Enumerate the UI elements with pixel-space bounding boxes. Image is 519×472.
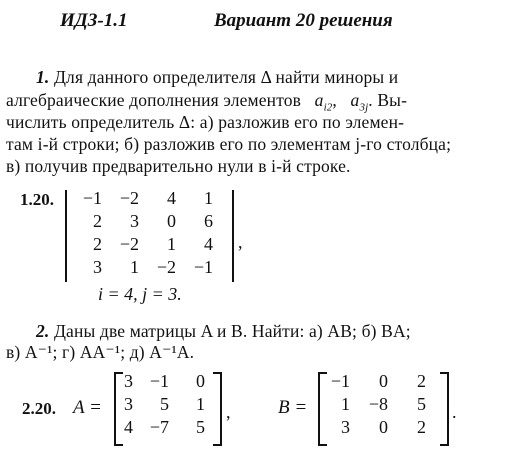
- matrix-a-cell-r1-c3: 0: [196, 371, 205, 391]
- determinant-left-bar: [65, 190, 67, 282]
- determinant-cell-r2-c4: 6: [204, 211, 213, 231]
- matrix-b-cell-r3-c1: 3: [341, 417, 350, 437]
- element-a-i2: $a_{i2}$: [314, 90, 333, 114]
- matrix-a-cell-r2-c3: 1: [196, 394, 205, 414]
- variant-1-20: 1.20.: [20, 190, 54, 209]
- determinant-cell-r4-c3: −2: [156, 257, 176, 277]
- matrix-b-cell-r3-c3: 2: [417, 417, 426, 437]
- matrix-a-cell-r1-c1: 3: [124, 371, 133, 391]
- task1-line3: числить определитель Δ: а) разложив его по элемен-: [6, 112, 405, 132]
- variant-2-20: 2.20.: [22, 399, 56, 418]
- determinant-cell-r3-c2: −2: [119, 234, 139, 254]
- task2-number: 2.: [36, 321, 50, 341]
- matrix-b-cell-r1-c3: 2: [417, 371, 426, 391]
- matrix-b-label: B =: [278, 397, 308, 418]
- matrix-a-cell-r1-c2: −1: [149, 371, 169, 391]
- matrix-b-cell-r2-c3: 5: [417, 394, 426, 414]
- matrix-b-right-bracket: [440, 372, 449, 446]
- matrix-a-cell-r3-c2: −7: [149, 417, 169, 437]
- determinant-cell-r1-c2: −2: [119, 188, 139, 208]
- matrix-a-label: A =: [73, 397, 102, 418]
- task2-text-1: Даны две матрицы A и B. Найти: а) AB; б) BA;: [53, 321, 411, 341]
- header-left: ИДЗ-1.1: [60, 10, 128, 31]
- task1-line1: [6, 67, 398, 88]
- determinant-cell-r1-c1: −1: [82, 188, 102, 208]
- determinant-cell-r4-c2: 1: [130, 257, 139, 277]
- determinant-cell-r2-c3: 0: [167, 211, 176, 231]
- matrix-b-cell-r3-c2: 0: [379, 417, 388, 437]
- task1-line5: в) получив предварительно нули в i-й строке.: [6, 156, 351, 176]
- determinant-cell-r3-c3: 1: [167, 234, 176, 254]
- matrix-a-right-bracket: [213, 372, 222, 446]
- matrix-b-cell-r2-c1: 1: [341, 394, 350, 414]
- determinant-right-bar: [232, 190, 234, 282]
- matrix-b-period: .: [452, 402, 457, 422]
- determinant-cell-r3-c1: 2: [93, 234, 102, 254]
- determinant-cell-r4-c1: 3: [93, 257, 102, 277]
- matrix-b-cell-r1-c1: −1: [330, 371, 350, 391]
- task1-text-1: Для данного определителя Δ найти миноры и: [53, 67, 399, 87]
- determinant-cell-r1-c3: 4: [167, 188, 176, 208]
- task2-line1: [6, 321, 411, 342]
- matrix-a-cell-r3-c3: 5: [196, 417, 205, 437]
- element-a-3j: $a_{3j}$: [350, 90, 369, 114]
- matrix-a-cell-r2-c1: 3: [124, 394, 133, 414]
- task1-line4: там i-й строки; б) разложив его по элементам j-го столбца;: [6, 134, 452, 154]
- matrix-a-cell-r2-c2: 5: [160, 394, 169, 414]
- header-right: Вариант 20 решения: [214, 10, 393, 31]
- determinant-cell-r2-c2: 3: [130, 211, 139, 231]
- task1-text-2: алгебраические дополнения элементов: [6, 90, 302, 110]
- task2-line2: в) A⁻¹; г) AA⁻¹; д) A⁻¹A.: [6, 342, 195, 362]
- determinant-cell-r3-c4: 4: [204, 234, 213, 254]
- determinant-cell-r4-c4: −1: [193, 257, 213, 277]
- matrix-a-cell-r3-c1: 4: [124, 417, 133, 437]
- matrix-a-comma: ,: [226, 402, 231, 422]
- task1-number: 1.: [36, 67, 50, 87]
- indices: i = 4, j = 3.: [98, 284, 182, 304]
- matrix-b-cell-r1-c2: 0: [379, 371, 388, 391]
- task1-line2: алгебраические дополнения элементов $a_{i2}$, $a_{3j}$. Вы-: [6, 90, 408, 114]
- determinant-comma: ,: [238, 232, 243, 252]
- determinant-cell-r2-c1: 2: [93, 211, 102, 231]
- determinant-cell-r1-c4: 1: [204, 188, 213, 208]
- matrix-b-cell-r2-c2: −8: [368, 394, 388, 414]
